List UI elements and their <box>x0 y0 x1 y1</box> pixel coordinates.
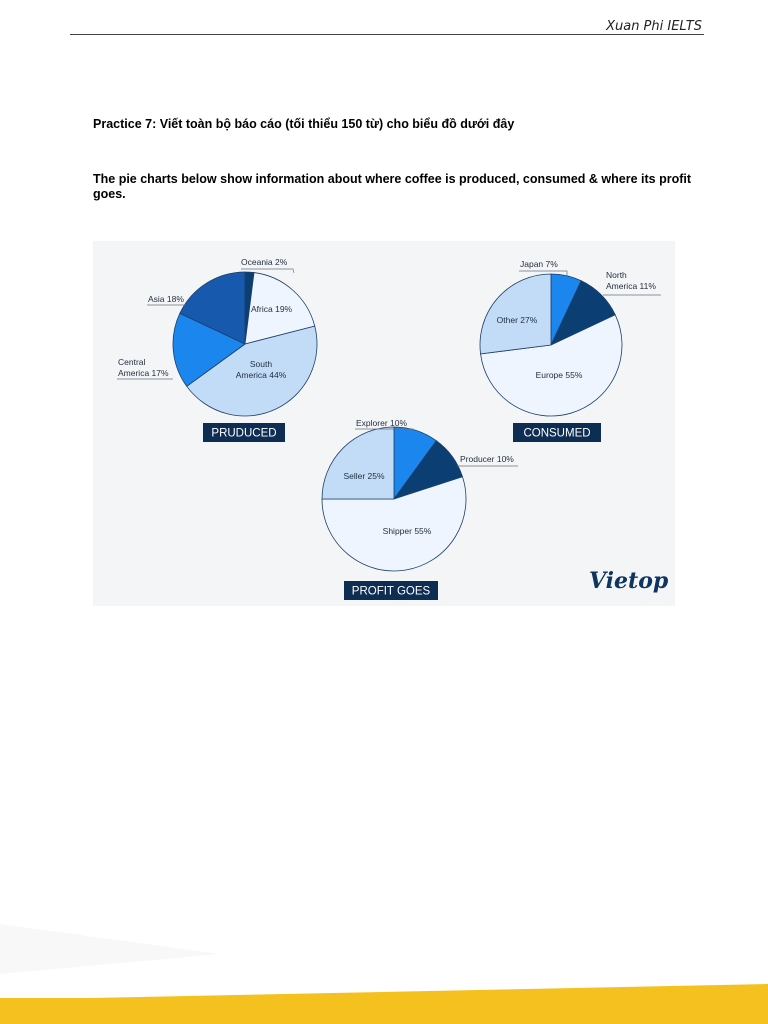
pie-slice-consumed-other <box>480 274 551 354</box>
pie-slice-profit-goes-seller <box>322 427 394 499</box>
practice-title: Practice 7: Viết toàn bộ báo cáo (tối thiểu 150 từ) cho biểu đồ dưới đây <box>93 117 515 131</box>
pie-charts-figure <box>93 241 675 606</box>
slice-label-profit-goes-seller: Seller 25% <box>343 471 385 481</box>
slice-label-profit-goes-shipper: Shipper 55% <box>382 526 432 536</box>
slice-label-pruduced-central-america: Central America 17% <box>118 357 169 378</box>
header-rule <box>70 34 704 35</box>
slice-label-pruduced-asia: Asia 18% <box>148 294 184 304</box>
slice-label-pruduced-africa: Africa 19% <box>251 304 293 314</box>
slice-label-profit-goes-explorer: Explorer 10% <box>356 418 408 428</box>
intro-text: The pie charts below show information about where coffee is produced, consumed & where its profit goes. <box>93 172 691 201</box>
slice-label-consumed-japan: Japan 7% <box>520 259 558 269</box>
vietop-logo: Vietop <box>589 568 669 594</box>
slice-label-consumed-europe: Europe 55% <box>535 370 583 380</box>
header-author: Xuan Phi IELTS <box>606 19 702 34</box>
chart-title-profit-goes: PROFIT GOES <box>351 585 431 598</box>
chart-title-pruduced: PRUDUCED <box>211 427 277 440</box>
chart-title-consumed: CONSUMED <box>523 427 591 440</box>
slice-label-pruduced-south-america: South America 44% <box>235 359 287 380</box>
pie-charts-svg <box>93 241 675 606</box>
footer-decoration <box>0 914 768 1024</box>
slice-label-pruduced-oceania: Oceania 2% <box>241 257 288 267</box>
slice-label-consumed-other: Other 27% <box>496 315 538 325</box>
slice-label-consumed-north-america: North America 11% <box>606 270 656 291</box>
slice-label-profit-goes-producer: Producer 10% <box>460 454 514 464</box>
